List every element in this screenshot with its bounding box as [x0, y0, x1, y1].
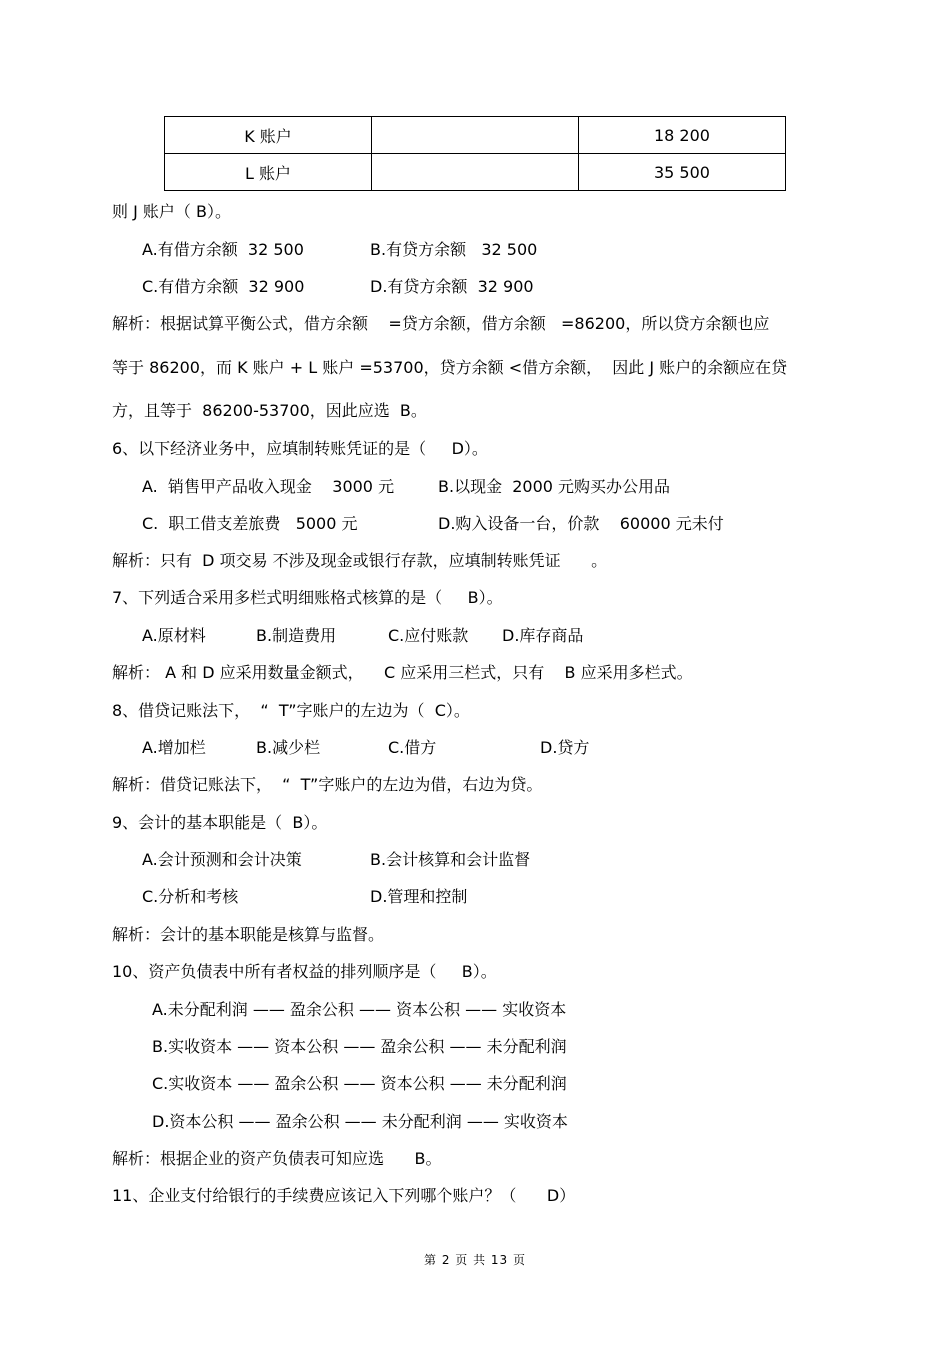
table-cell-name: L 账户 — [165, 154, 372, 191]
q5-explanation-line3: 方，且等于 86200-53700，因此应选 B。 — [112, 401, 427, 420]
q9-explanation: 解析：会计的基本职能是核算与监督。 — [112, 925, 385, 944]
q5-option-d: D.有贷方余额 32 900 — [370, 277, 534, 296]
table-row — [165, 154, 786, 191]
table-cell-value: 35 500 — [578, 154, 785, 191]
q10-option-d: D.资本公积 —— 盈余公积 —— 未分配利润 —— 实收资本 — [152, 1112, 568, 1131]
q10-option-c: C.实收资本 —— 盈余公积 —— 资本公积 —— 未分配利润 — [152, 1074, 567, 1093]
page-number-footer: 第 2 页 共 13 页 — [424, 1253, 526, 1267]
q7-option-b: B.制造费用 — [256, 626, 337, 645]
q10-option-b: B.实收资本 —— 资本公积 —— 盈余公积 —— 未分配利润 — [152, 1037, 567, 1056]
q9-option-a: A.会计预测和会计决策 — [142, 850, 302, 869]
q9-option-b: B.会计核算和会计监督 — [370, 850, 531, 869]
q8-option-a: A.增加栏 — [142, 738, 206, 757]
table-cell-name: K 账户 — [165, 117, 372, 154]
q6-option-a: A. 销售甲产品收入现金 3000 元 — [142, 477, 395, 496]
q8-option-b: B.减少栏 — [256, 738, 321, 757]
q5-option-b: B.有贷方余额 32 500 — [370, 240, 538, 259]
q6-stem: 6、以下经济业务中，应填制转账凭证的是（ D）。 — [112, 439, 488, 458]
q5-option-a: A.有借方余额 32 500 — [142, 240, 304, 259]
table-row — [165, 117, 786, 154]
q9-option-c: C.分析和考核 — [142, 887, 239, 906]
q8-option-d: D.贷方 — [540, 738, 590, 757]
q7-stem: 7、下列适合采用多栏式明细账格式核算的是（ B）。 — [112, 588, 503, 607]
q5-explanation-line2: 等于 86200，而 K 账户 + L 账户 =53700，贷方余额 <借方余额， 因此 J 账户的余额应在贷 — [112, 358, 788, 377]
q6-option-d: D.购入设备一台，价款 60000 元未付 — [438, 514, 724, 533]
q5-option-c: C.有借方余额 32 900 — [142, 277, 305, 296]
q11-stem: 11、企业支付给银行的手续费应该记入下列哪个账户？（ D） — [112, 1186, 576, 1205]
q10-stem: 10、资产负债表中所有者权益的排列顺序是（ B）。 — [112, 962, 497, 981]
q6-explanation: 解析：只有 D 项交易 不涉及现金或银行存款，应填制转账凭证 。 — [112, 551, 608, 570]
table-cell-middle — [372, 154, 579, 191]
q8-stem: 8、借贷记账法下， “ T”字账户的左边为（ C）。 — [112, 701, 470, 720]
q6-option-b: B.以现金 2000 元购买办公用品 — [438, 477, 671, 496]
table-cell-value: 18 200 — [578, 117, 785, 154]
q5-stem: 则 J 账户（ B）。 — [112, 202, 231, 221]
q10-option-a: A.未分配利润 —— 盈余公积 —— 资本公积 —— 实收资本 — [152, 1000, 567, 1019]
table-cell-middle — [372, 117, 579, 154]
q8-explanation: 解析：借贷记账法下， “ T”字账户的左边为借，右边为贷。 — [112, 775, 543, 794]
q7-explanation: 解析： A 和 D 应采用数量金额式， C 应采用三栏式，只有 B 应采用多栏式。 — [112, 663, 693, 682]
q10-explanation: 解析：根据企业的资产负债表可知应选 B。 — [112, 1149, 442, 1168]
q9-stem: 9、会计的基本职能是（ B）。 — [112, 813, 328, 832]
q9-option-d: D.管理和控制 — [370, 887, 468, 906]
q5-explanation-line1: 解析：根据试算平衡公式，借方余额 =贷方余额，借方余额 =86200，所以贷方余额也应 — [112, 314, 770, 333]
q6-option-c: C. 职工借支差旅费 5000 元 — [142, 514, 358, 533]
q7-option-c: C.应付账款 — [388, 626, 469, 645]
q7-option-a: A.原材料 — [142, 626, 206, 645]
account-table — [164, 116, 786, 191]
q8-option-c: C.借方 — [388, 738, 437, 757]
q7-option-d: D.库存商品 — [502, 626, 584, 645]
